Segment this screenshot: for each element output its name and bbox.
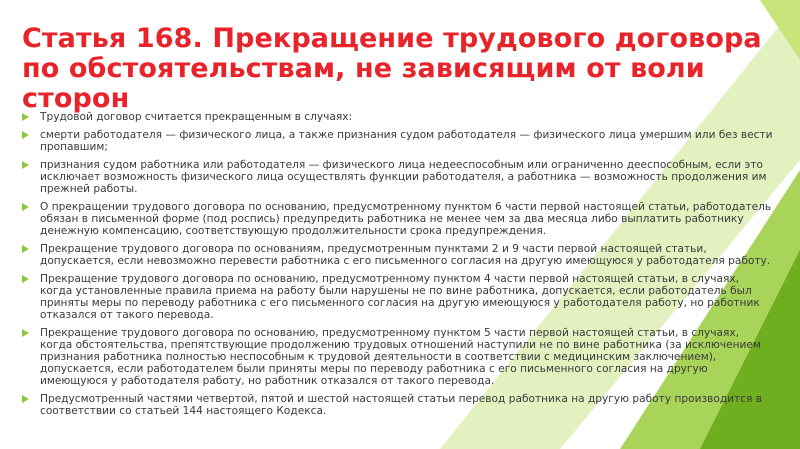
triangle-bullet-icon (22, 113, 29, 121)
triangle-bullet-icon (22, 275, 29, 283)
triangle-bullet-icon (22, 161, 29, 169)
list-item-text: Прекращение трудового договора по основаниям, предусмотренным пунктами 2 и 9 части первой настоящей статьи, допускается, если невозможно перевести работника с его письменного согласия на другую имеющуюся у работодателя работу. (40, 243, 771, 267)
list-item (22, 393, 774, 417)
list-item-text: Прекращение трудового договора по основанию, предусмотренному пунктом 5 части первой настоящей статьи, в случаях, когда обстоятельства, препятствующие продолжению трудовых отношений наступили не по вине работника (за исключением признания работника полностью неспособным к трудовой деятельности в соответствии с медицинским заключением), допускается, если работодателем были приняты меры по переводу работника с его письменного согласия на другую имеющуюся у работодателя работу, но работник отказался от такого перевода. (40, 327, 761, 387)
list-item-text: О прекращении трудового договора по основанию, предусмотренному пунктом 6 части первой настоящей статьи, работодатель обязан в письменной форме (под роспись) предупредить работника не менее чем за два месяца либо выплатить работнику денежную компенсацию, соответствующую продолжительности срока предупреждения. (40, 201, 772, 237)
list-item-text: смерти работодателя — физического лица, а также признания судом работодателя — физического лица умершим или без вести пропавшим; (40, 129, 773, 153)
list-item-text: Трудовой договор считается прекращенным в случаях: (40, 111, 353, 123)
triangle-bullet-icon (22, 203, 29, 211)
list-item (22, 129, 774, 153)
triangle-bullet-icon (22, 131, 29, 139)
list-item-text: признания судом работника или работодателя — физического лица недееспособным или ограниченно дееспособным, если это исключает возможность физического лица осуществлять функции работодателя, а работника — возможность продолжения им прежней работы. (40, 159, 767, 195)
list-item (22, 243, 774, 267)
triangle-bullet-icon (22, 329, 29, 337)
list-item (22, 201, 774, 237)
article-text (22, 111, 774, 423)
list-item-text: Прекращение трудового договора по основанию, предусмотренному пунктом 4 части первой настоящей статьи, в случаях, когда установленные правила приема на работу были нарушены не по вине работника, допускается, если работодатель был приняты меры по переводу работника с его письменного согласия на другую имеющуюся у работодателя работу, но работник отказался от такого перевода. (40, 273, 760, 321)
list-item (22, 111, 774, 123)
list-item-text: Предусмотренный частями четвертой, пятой и шестой настоящей статьи перевод работника на другую работу производится в соответствии со статьей 144 настоящего Кодекса. (40, 393, 763, 417)
list-item (22, 273, 774, 321)
page-title: Статья 168. Прекращение трудового договора по обстоятельствам, не зависящим от воли сторон (22, 23, 762, 114)
triangle-bullet-icon (22, 395, 29, 403)
triangle-bullet-icon (22, 245, 29, 253)
list-item (22, 327, 774, 387)
list-item (22, 159, 774, 195)
